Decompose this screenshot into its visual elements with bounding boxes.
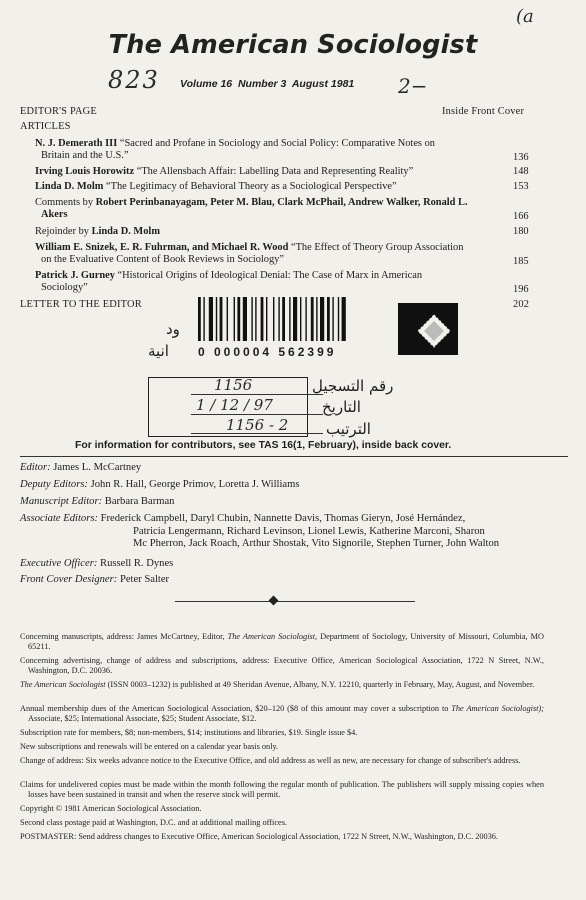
toc-page: 202 [513,299,530,310]
arabic-stamp-text: انية [148,342,169,360]
journal-title: The American Sociologist [108,30,478,60]
staff-deputy-editors [20,479,536,492]
toc-author: Linda D. Molm [91,226,160,237]
staff-names: Peter Salter [117,574,170,585]
staff-role: Associate Editors: [20,513,98,524]
toc-author: Irving Louis Horowitz [35,166,135,177]
handwritten-corner-mark: (a [516,6,534,27]
notice-paragraph [20,804,544,814]
toc-page: 136 [513,152,529,163]
toc-title: “The Legitimacy of Behavioral Theory as a Sociological Perspective” [103,181,397,192]
toc-page: 148 [513,166,529,177]
toc-page: 166 [513,211,529,222]
staff-role: Front Cover Designer: [20,574,118,585]
staff-role: Deputy Editors: [20,479,88,490]
notice-text: The American Sociologist); [451,704,545,713]
toc-title: “The Effect of Theory Group Association [288,242,464,253]
notice-text: Second class postage paid at Washington, D.C. and at additional mailing offices. [20,818,288,827]
toc-page: 180 [513,226,529,237]
staff-names: Barbara Barman [102,496,175,507]
staff-names: Russell R. Dynes [97,558,174,569]
toc-entry [20,226,529,238]
diamond-ornament-icon [269,596,279,606]
staff-names: Frederick Campbell, Daryl Chubin, Nannette Davis, Thomas Gieryn, José Hernández, [97,513,466,524]
staff-editor [20,462,536,475]
handwritten-note: 2− [398,74,428,98]
staff-role: Manuscript Editor: [20,496,103,507]
notice-text: Copyright © 1981 American Sociological Association. [20,804,202,813]
registration-date-value: 1 / 12 / 97 [196,396,273,414]
notice-text: Associate, $25; International Associate, $25; Student Associate, $12. [28,714,257,724]
registration-order-value: 1156 - 2 [226,416,289,434]
staff-executive-officer [20,558,536,571]
registration-number-label: رقم التسجيل [312,377,394,395]
notice-text: (ISSN 0003–1232) is published at 49 Sheridan Avenue, Albany, N.Y. 12210, quarterly in February, May, August, and November. [105,680,535,689]
toc-editors-page [20,106,525,118]
notice-paragraph [20,780,544,800]
notice-paragraph [20,680,544,690]
staff-role: Editor: [20,462,51,473]
staff-names-cont: Patricia Lengermann, Richard Levinson, Lionel Lewis, Katherine Marconi, Sharon [133,525,485,537]
toc-author: Patrick J. Gurney [35,270,115,281]
handwritten-accession-number: 823 [108,66,160,94]
staff-manuscript-editor [20,496,536,509]
toc-articles-heading: ARTICLES [20,121,71,132]
notice-text: Concerning manuscripts, address: James McCartney, Editor, [20,632,228,641]
toc-entry [20,181,529,193]
notice-text: The American Sociologist [20,680,106,689]
registration-order-label: الترتيب [326,420,371,438]
staff-associate-editors [20,513,536,551]
toc-title: “Historical Origins of Ideological Denial: The Case of Marx in American [114,270,423,281]
notice-text: The American Sociologist [227,632,316,641]
toc-author: Linda D. Molm [35,181,104,192]
staff-names-cont: Mc Pherron, Jack Roach, Arthur Shostak, Vito Signorile, Stephen Turner, John Walton [133,538,500,550]
toc-editors-page-label: EDITOR'S PAGE [20,106,97,117]
notice-text: Concerning advertising, change of address and subscriptions, address: Executive Office, American Sociological Association, 1722 N Street, N.W., Washington, D.C. 20036. [20,656,544,676]
notice-text: New subscriptions and renewals will be entered on a calendar year basis only. [20,742,279,751]
toc-letter-label: LETTER TO THE EDITOR [20,299,142,310]
toc-author: Robert Perinbanayagam, Peter M. Blau, Clark McPhail, Andrew Walker, Ronald L. [95,197,468,208]
toc-title-cont: on the Evaluative Content of Book Reviews in Sociology” [41,253,284,265]
notice-paragraph [20,632,544,652]
notice-text: , Department of Sociology, University of Missouri, Columbia, MO 65211. [28,632,544,652]
ornament-rule [175,601,415,602]
notice-text: Subscription rate for members, $8; non-members, $14; institutions and libraries, $19. Single issue $4. [20,728,358,737]
notice-text: POSTMASTER: Send address changes to Executive Office, American Sociological Association, 1722 N Street, N.W., Washington, D.C. 20036. [20,832,499,841]
toc-page: 185 [513,256,529,267]
staff-cover-designer [20,574,536,587]
section-rule [20,456,568,457]
issue-line: Volume 16 Number 3 August 1981 [180,78,355,90]
notice-paragraph [20,818,544,828]
barcode [198,297,388,343]
toc-prefix: Rejoinder by [35,226,92,237]
toc-prefix: Comments by [35,197,96,208]
notice-text: Annual membership dues of the American Sociological Association, $20–120 ($8 of this amount may cover a subscription to [20,704,452,713]
toc-editors-page-location: Inside Front Cover [442,106,525,117]
toc-entry [20,166,529,178]
barcode-number: 0 000004 562399 [198,345,337,359]
toc-author: N. J. Demerath III [35,138,118,149]
toc-entry [20,270,529,295]
registration-number-value: 1156 [214,376,253,394]
toc-entry [20,242,529,267]
notice-text: Change of address: Six weeks advance notice to the Executive Office, and old address as well as new, are necessary for change of subscriber's address. [20,756,521,765]
notice-paragraph [20,728,544,738]
toc-page: 153 [513,181,529,192]
toc-title-cont: Britain and the U.S.” [41,149,129,161]
notice-paragraph [20,756,544,766]
toc-page: 196 [513,284,529,295]
toc-author-cont: Akers [41,208,68,220]
library-seal-icon [398,303,458,355]
notice-text: Claims for undelivered copies must be made within the month following the regular month of publication. The publishers will supply missing copies when losses have been sustained in transit and when the reserve stock will permit. [20,780,544,800]
notice-paragraph [20,742,544,752]
staff-names: John R. Hall, George Primov, Loretta J. Williams [87,479,300,490]
notice-paragraph [20,656,544,676]
staff-role: Executive Officer: [20,558,98,569]
arabic-stamp-text: ود [166,320,180,338]
staff-names: James L. McCartney [50,462,142,473]
toc-entry [20,197,529,222]
registration-date-label: التاريخ [322,398,361,416]
toc-title-cont: Sociology” [41,281,88,293]
notice-paragraph [20,832,544,842]
toc-author: William E. Snizek, E. R. Fuhrman, and Michael R. Wood [35,242,289,253]
toc-title: “The Allensbach Affair: Labelling Data and Representing Reality” [134,166,414,177]
toc-entry [20,138,529,163]
contributors-note: For information for contributors, see TAS 16(1, February), inside back cover. [75,440,452,451]
toc-title: “Sacred and Profane in Sociology and Social Policy: Comparative Notes on [117,138,435,149]
notice-paragraph [20,704,544,724]
